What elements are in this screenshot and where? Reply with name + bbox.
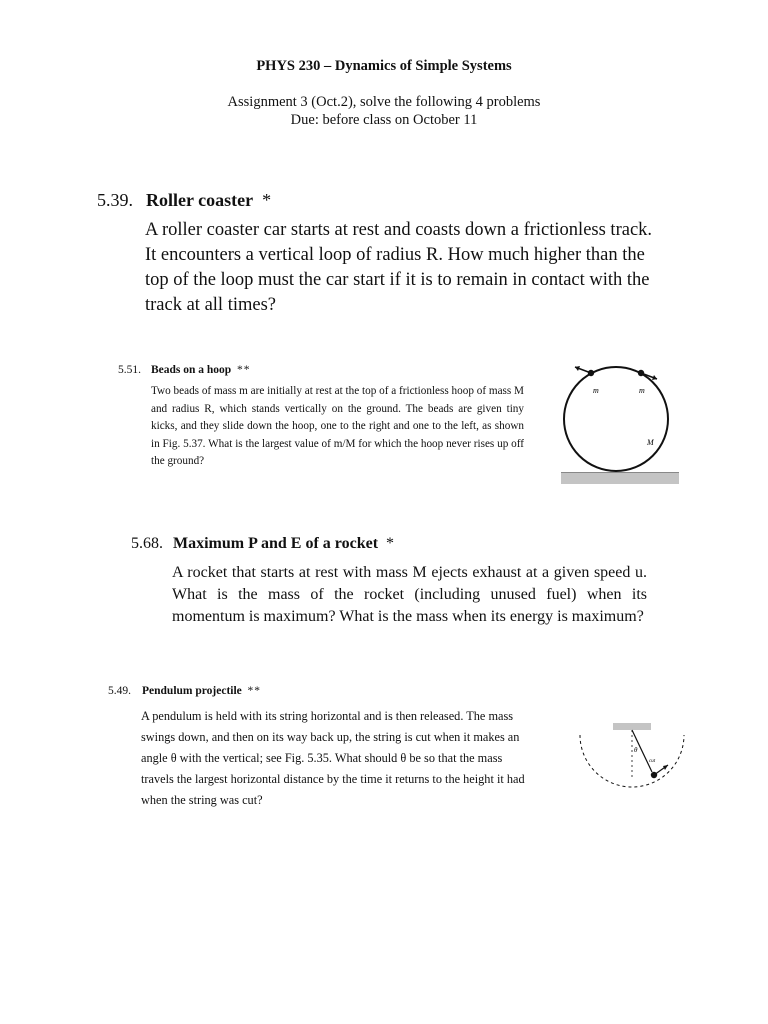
problem-text: A pendulum is held with its string horizontal and is then released. The mass swings down, and then on its way back up, the string is cut when it makes an angle θ with the vertical; see Fig. 5.35. What should θ be so that the mass travels the largest horizontal distance by the time it returns to the height it had when the string was cut?: [141, 709, 525, 807]
problem-title-text: Roller coaster: [146, 190, 254, 210]
difficulty-stars: **: [236, 364, 251, 376]
problem-title: [151, 364, 250, 376]
problem-number: 5.51.: [118, 364, 141, 376]
problem-title-text: Pendulum projectile: [142, 685, 242, 697]
assignment-title: PHYS 230 – Dynamics of Simple Systems: [256, 58, 512, 74]
problem-number: 5.49.: [108, 685, 131, 697]
problem-number: 5.39.: [97, 190, 133, 210]
hoop-figure: [555, 362, 685, 490]
label-m-right: m: [639, 386, 645, 395]
pendulum-figure: [572, 707, 692, 793]
problem-text: A rocket that starts at rest with mass M ejects exhaust at a given speed u. What is the mass of the rocket (including unused fuel) when its momentum is maximum? What is the mass when its energy is maximum?: [172, 564, 647, 625]
assignment-line-1: Assignment 3 (Oct.2), solve the following 4 problems: [227, 94, 541, 110]
problem-number: 5.68.: [131, 535, 163, 552]
problem-title-text: Beads on a hoop: [151, 364, 232, 376]
label-M: M: [647, 438, 654, 447]
label-m-left: m: [593, 386, 599, 395]
label-cut: cut: [649, 759, 656, 764]
pivot-support: [613, 723, 651, 730]
problem-text: Two beads of mass m are initially at rest at the top of a frictionless hoop of mass M and radius R, which stands vertically on the ground. The beads are given tiny kicks, and they slide down the hoop, one to the right and one to the left, as shown in Fig. 5.37. What is the largest value of m/M for which the hoop never rises up off the ground?: [151, 385, 524, 467]
ground: [561, 473, 679, 484]
problem-title: [146, 190, 272, 211]
label-theta: θ: [634, 746, 638, 754]
problem-text: A roller coaster car starts at rest and coasts down a frictionless track. It encounters a vertical loop of radius R. How much higher than the top of the loop must the car start if it is to remain in contact with the track at all times?: [145, 220, 653, 315]
assignment-line-2: Due: before class on October 11: [290, 112, 478, 128]
difficulty-stars: *: [262, 190, 273, 210]
problem-title: [173, 535, 395, 553]
problem-title: [142, 685, 261, 697]
hoop: [564, 367, 668, 471]
difficulty-stars: **: [247, 685, 262, 697]
problem-title-text: Maximum P and E of a rocket: [173, 535, 379, 552]
difficulty-stars: *: [386, 535, 396, 552]
